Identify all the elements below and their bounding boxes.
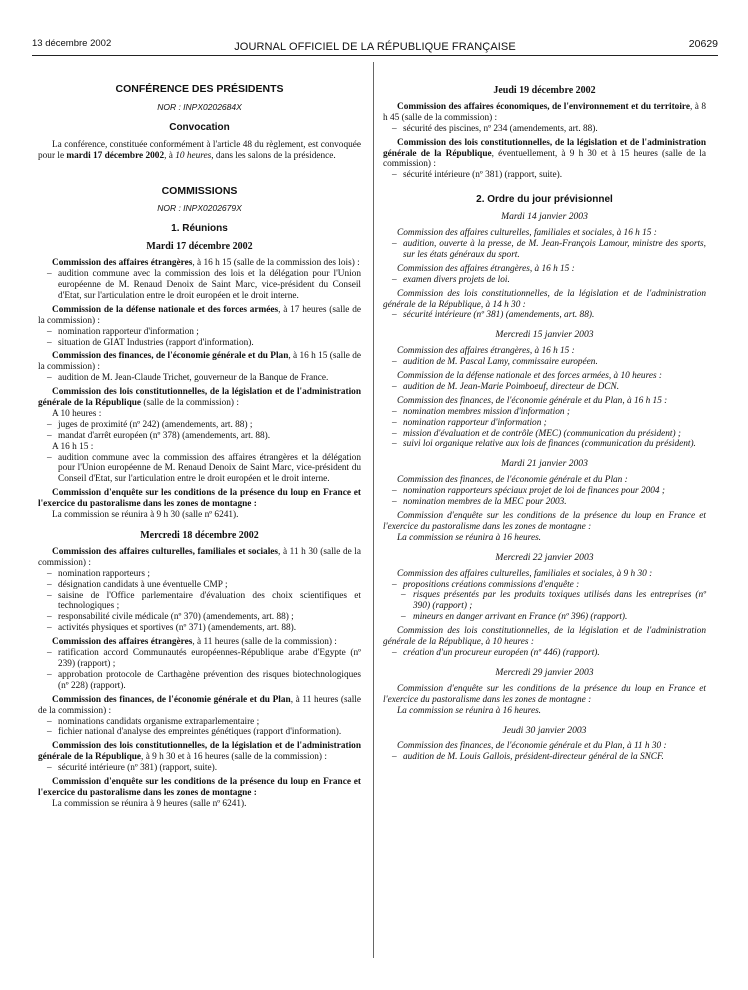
day-heading: Mercredi 15 janvier 2003 [495,329,594,341]
commission-entry: Commission des finances, de l'économie générale et du Plan, à 11 h 30 : [397,741,667,752]
agenda-item: – mission d'évaluation et de contrôle (MEC) (communication du président) ; [383,429,706,440]
agenda-item: – fichier national d'analyse des empreintes génétiques (rapport d'information). [38,727,361,738]
day-heading: Mardi 14 janvier 2003 [501,211,588,223]
agenda-subitem: – risques présentés par les produits toxiques utilisés dans les entreprises (nº 390) (rapport) ; [383,590,706,612]
commission-entry: Commission des finances, de l'économie générale et du Plan, à 16 h 15 : [397,395,668,406]
commission-entry: Commission des affaires étrangères, à 11 heures (salle de la commission) : [52,637,337,648]
reunions-heading: 1. Réunions [171,223,228,235]
agenda-item: – nomination membres mission d'information ; [383,407,706,418]
commission-entry: Commission des affaires économiques, de l'environnement et du territoire, à 8 h 45 (salle de la commission) : [383,101,706,123]
agenda-item: – mandat d'arrêt européen (nº 378) (amendements, art. 88). [38,431,361,442]
agenda-item: – saisine de l'Office parlementaire d'évaluation des choix scientifiques et technologiques ; [38,591,361,613]
agenda-item: – nomination rapporteur d'information ; [383,418,706,429]
agenda-item: – audition de M. Louis Gallois, président-directeur général de la SNCF. [383,752,706,763]
commission-entry: Commission d'enquête sur les conditions de la présence du loup en France et l'exercice du pastoralisme dans les zones de montagne : [383,683,706,705]
meeting-note: La commission se réunira à 9 h 30 (salle nº 6241). [52,510,239,521]
agenda-item: – nominations candidats organisme extraparlementaire ; [38,717,361,728]
day-heading: Mercredi 22 janvier 2003 [495,551,594,563]
agenda-item: – audition de M. Jean-Marie Poimboeuf, directeur de DCN. [383,382,706,393]
agenda-item: – juges de proximité (nº 242) (amendements, art. 88) ; [38,420,361,431]
agenda-item: – désignation candidats à une éventuelle CMP ; [38,580,361,591]
agenda-item: – audition de M. Pascal Lamy, commissaire européen. [383,357,706,368]
agenda-item: – nomination rapporteurs spéciaux projet de loi de finances pour 2004 ; [383,486,706,497]
header-date: 13 décembre 2002 [32,38,112,49]
commission-entry: Commission de la défense nationale et des forces armées, à 17 heures (salle de la commission) : [38,304,361,326]
day-heading: Mercredi 18 décembre 2002 [140,530,259,541]
agenda-item: – propositions créations commissions d'enquête : [383,580,706,591]
commission-entry: Commission des finances, de l'économie générale et du Plan : [397,475,628,486]
time-label: A 10 heures : [52,408,102,419]
ordre-heading: 2. Ordre du jour prévisionnel [476,194,613,206]
agenda-item: – sécurité intérieure (nº 381) (amendements, art. 88). [383,310,706,321]
day-heading: Mercredi 29 janvier 2003 [495,666,594,678]
commission-entry: Commission des lois constitutionnelles, de la législation et de l'administration générale de la République, à 14 h 30 : [383,288,706,310]
agenda-item: – création d'un procureur européen (nº 446) (rapport). [383,648,706,659]
commission-entry: Commission des affaires culturelles, familiales et sociales, à 16 h 15 : [397,228,657,239]
commission-entry: Commission des affaires culturelles, familiales et sociales, à 11 h 30 (salle de la commission) : [38,546,362,568]
day-heading: Jeudi 30 janvier 2003 [502,724,587,736]
agenda-item: – nomination rapporteurs ; [38,569,361,580]
commission-entry: Commission des affaires culturelles, familiales et sociales, à 9 h 30 : [397,568,653,579]
agenda-item: – sécurité des piscines, nº 234 (amendements, art. 88). [383,124,706,135]
conference-title: CONFÉRENCE DES PRÉSIDENTS [115,83,284,95]
commission-entry: Commission d'enquête sur les conditions de la présence du loup en France et l'exercice du pastoralisme dans les zones de montagne : [383,511,706,532]
agenda-item: – ratification accord Communautés européennes-République arabe d'Egypte (nº 239) (rapport) ; [38,648,361,670]
agenda-item: – audition commune avec la commission des lois et la délégation pour l'Union européenne de M. Renaud Denoix de Saint Marc, vice-président du Conseil d'Etat, sur l'articulation entre le droit européen et le droit interne. [38,269,361,302]
agenda-item: – situation de GIAT Industries (rapport d'information). [38,338,361,349]
commission-entry: Commission des affaires étrangères, à 16 h 15 (salle de la commission des lois) : [52,258,360,269]
commission-entry: Commission d'enquête sur les conditions de la présence du loup en France et l'exercice du pastoralisme dans les zones de montagne : [38,777,361,798]
time-label: A 16 h 15 : [52,441,94,452]
journal-title: JOURNAL OFFICIEL DE LA RÉPUBLIQUE FRANÇAISE [234,41,516,53]
commission-entry: Commission des affaires étrangères, à 16 h 15 : [397,346,575,357]
agenda-item: – suivi loi organique relative aux lois de finances (communication du président). [383,439,706,450]
commission-entry: Commission des finances, de l'économie générale et du Plan, à 11 heures (salle de la commission) : [38,694,361,716]
commissions-title: COMMISSIONS [161,184,238,197]
agenda-item: – audition, ouverte à la presse, de M. Jean-François Lamour, ministre des sports, sur les états généraux du sport. [383,239,706,261]
agenda-item: – responsabilité civile médicale (nº 370) (amendements, art. 88) ; [38,612,361,623]
page-number: 20629 [688,38,718,50]
commission-entry: Commission des finances, de l'économie générale et du Plan, à 16 h 15 (salle de la commission) : [38,351,362,373]
commission-entry: Commission des affaires étrangères, à 16 h 15 : [397,263,575,274]
meeting-note: La commission se réunira à 9 heures (salle nº 6241). [52,798,247,809]
agenda-item: – activités physiques et sportives (nº 371) (amendements, art. 88). [38,623,361,634]
convocation-heading: Convocation [169,121,230,133]
agenda-item: – nomination rapporteur d'information ; [38,327,361,338]
agenda-item: – audition commune avec la commission des affaires étrangères et la délégation pour l'Union européenne de M. Renaud Denoix de Saint Marc, vice-président du Conseil d'Etat, sur l'articulation entre le droit européen et le droit interne. [38,453,361,486]
conference-nor: NOR : INPX0202684X [157,101,242,112]
page-header [32,38,718,52]
right-column [383,86,706,763]
agenda-item: – nomination membres de la MEC pour 2003. [383,497,706,508]
commission-entry: Commission des lois constitutionnelles, de la législation et de l'administration générale de la République, à 10 heures : [383,626,706,648]
agenda-item: – examen divers projets de loi. [383,275,706,286]
column-divider [373,62,374,958]
day-heading: Mardi 17 décembre 2002 [146,241,253,253]
left-column [38,84,361,810]
agenda-item: – sécurité intérieure (nº 381) (rapport, suite). [38,763,361,774]
commission-entry: Commission des lois constitutionnelles, de la législation et de l'administration générale de la République (salle de la commission) : [38,387,361,409]
commission-entry: Commission d'enquête sur les conditions de la présence du loup en France et l'exercice du pastoralisme dans les zones de montagne : [38,488,361,510]
day-heading: Jeudi 19 décembre 2002 [493,85,596,96]
header-rule [32,55,718,56]
agenda-item: – approbation protocole de Carthagène prévention des risques biotechnologiques (nº 228) (rapport). [38,670,361,692]
agenda-subitem: – mineurs en danger arrivant en France (nº 396) (rapport). [383,612,706,623]
day-heading: Mardi 21 janvier 2003 [501,458,588,470]
meeting-note: La commission se réunira à 16 heures. [397,705,542,716]
convocation-text: La conférence, constituée conformément à l'article 48 du règlement, est convoquée pour le mardi 17 décembre 2002, à 10 heures, dans les salons de la présidence. [38,139,361,161]
commission-entry: Commission des lois constitutionnelles, de la législation et de l'administration générale de la République, à 9 h 30 et à 16 heures (salle de la commission) : [38,741,361,763]
agenda-item: – sécurité intérieure (nº 381) (rapport, suite). [383,170,706,181]
commission-entry: Commission de la défense nationale et des forces armées, à 10 heures : [397,371,663,382]
agenda-item: – audition de M. Jean-Claude Trichet, gouverneur de la Banque de France. [38,373,361,384]
commissions-nor: NOR : INPX0202679X [157,203,242,214]
commission-entry: Commission des lois constitutionnelles, de la législation et de l'administration générale de la République, éventuellement, à 9 h 30 et à 15 heures (salle de la commission) : [383,137,706,170]
meeting-note: La commission se réunira à 16 heures. [397,532,542,543]
